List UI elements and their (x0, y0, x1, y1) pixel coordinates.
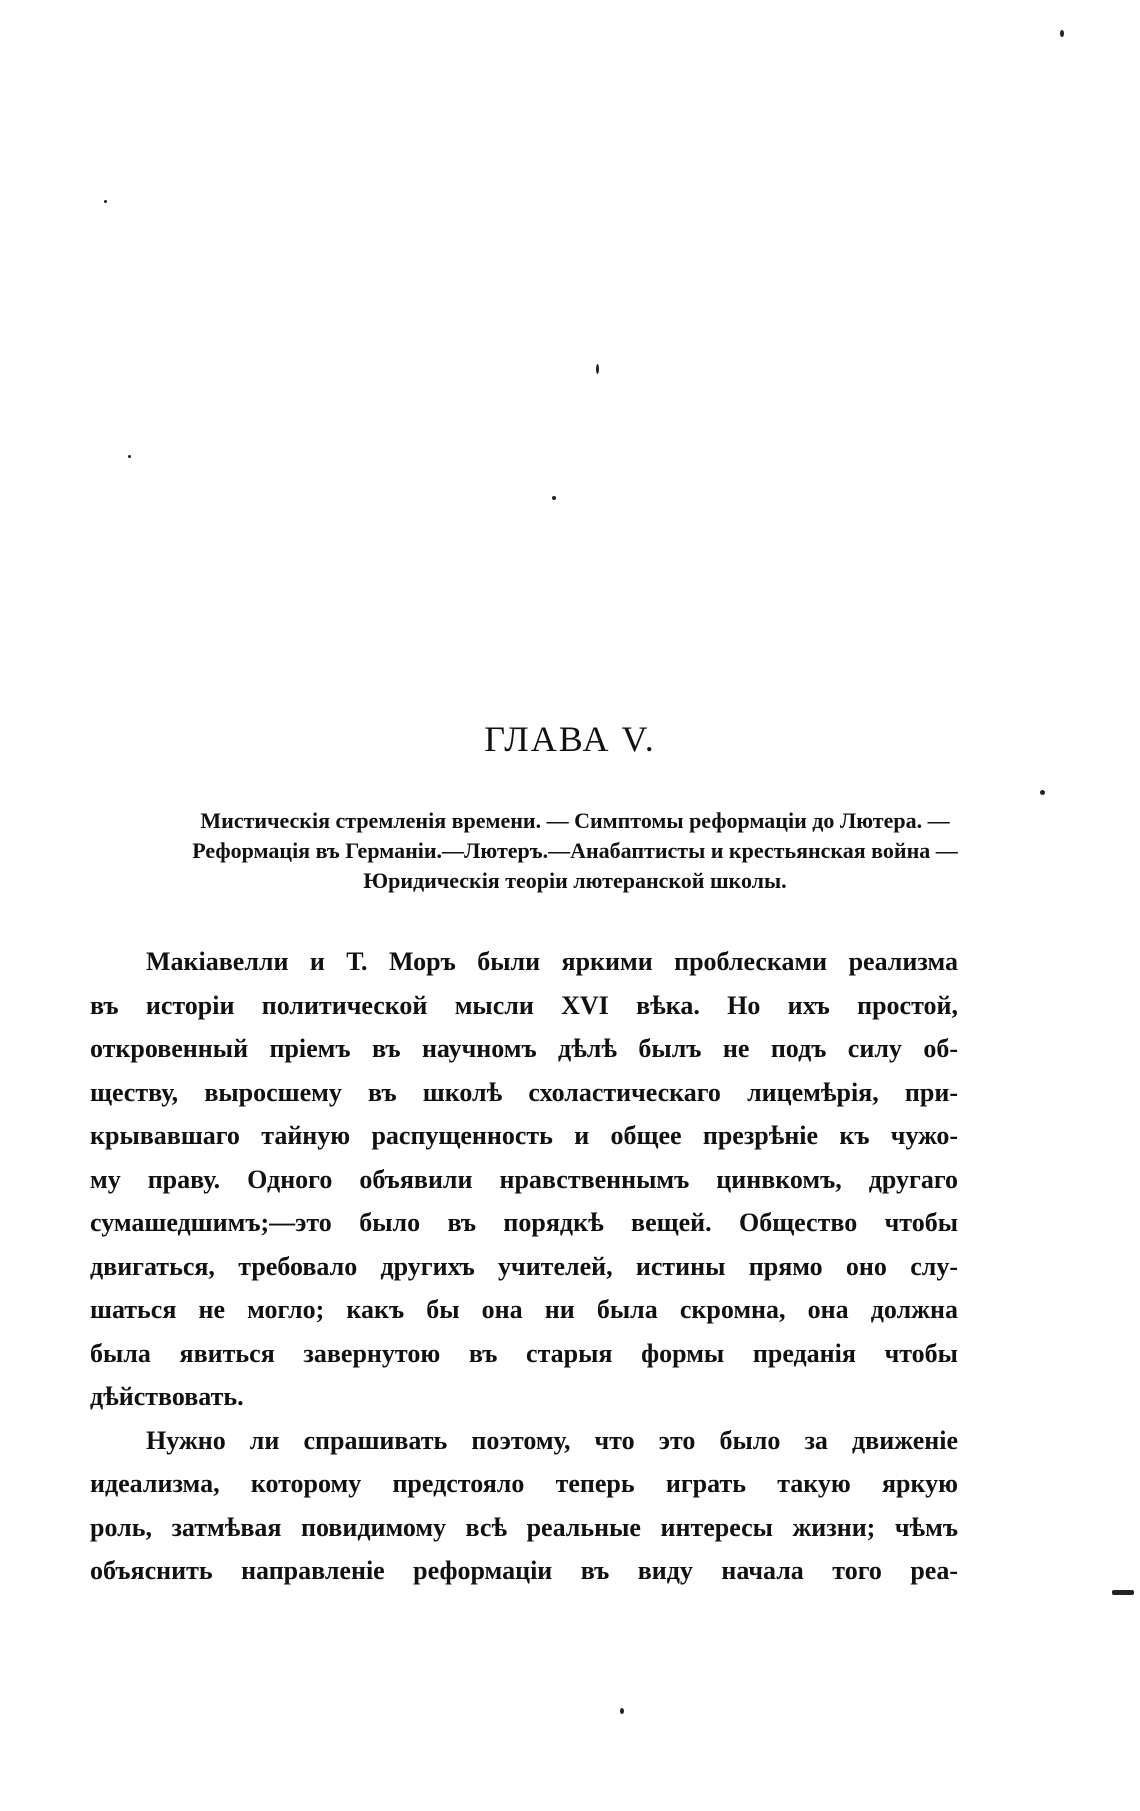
text-line: Макіавелли и Т. Моръ были яркими проблесками реализма (146, 947, 958, 976)
text-line: шаться не могло; какъ бы она ни была скромна, она должна (90, 1295, 958, 1324)
summary-line: Реформація въ Германіи.—Лютеръ.—Анабаптисты и крестьянская война — (192, 838, 958, 863)
body-text (90, 940, 958, 1593)
text-line: была явиться завернутою въ старыя формы преданія чтобы (90, 1338, 958, 1368)
chapter-title: ГЛАВА V. (484, 719, 656, 759)
text-line: ществу, выросшему въ школѣ схоластическаго лицемѣрія, при- (90, 1077, 958, 1107)
text-line: му праву. Одного объявили нравственнымъ цинвкомъ, другаго (90, 1164, 958, 1194)
scan-speck (1040, 790, 1045, 795)
scan-speck (1060, 30, 1064, 37)
paragraph-1 (90, 940, 958, 1419)
summary-line: Юридическія теоріи лютеранской школы. (363, 868, 787, 893)
text-line: дѣйствовать. (90, 1382, 244, 1411)
text-line: сумашедшимъ;—это было въ порядкѣ вещей. Общество чтобы (90, 1208, 958, 1237)
scan-speck (128, 455, 131, 458)
text-line: Нужно ли спрашивать поэтому, что это было за движеніе (146, 1425, 958, 1455)
paragraph-2 (90, 1419, 958, 1593)
scan-speck (596, 364, 599, 374)
summary-line: Мистическія стремленія времени. — Симптомы реформаціи до Лютера. — (200, 808, 950, 833)
text-line: роль, затмѣвая повидимому всѣ реальные интересы жизни; чѣмъ (90, 1512, 958, 1542)
text-line: идеализма, которому предстояло теперь играть такую яркую (90, 1469, 958, 1498)
scan-speck (552, 496, 556, 500)
text-line: въ исторіи политической мысли XVI вѣка. Но ихъ простой, (90, 990, 958, 1020)
chapter-summary (80, 806, 1070, 896)
scan-speck (104, 200, 107, 203)
text-line: объяснить направленіе реформаціи въ виду начала того реа- (90, 1556, 958, 1585)
text-line: крывавшаго тайную распущенность и общее презрѣніе къ чужо- (90, 1121, 958, 1150)
text-line: откровенный пріемъ въ научномъ дѣлѣ былъ не подъ силу об- (90, 1034, 958, 1063)
scan-speck (1112, 1590, 1134, 1595)
scan-speck (620, 1708, 624, 1714)
text-line: двигаться, требовало другихъ учителей, истины прямо оно слу- (90, 1251, 958, 1281)
